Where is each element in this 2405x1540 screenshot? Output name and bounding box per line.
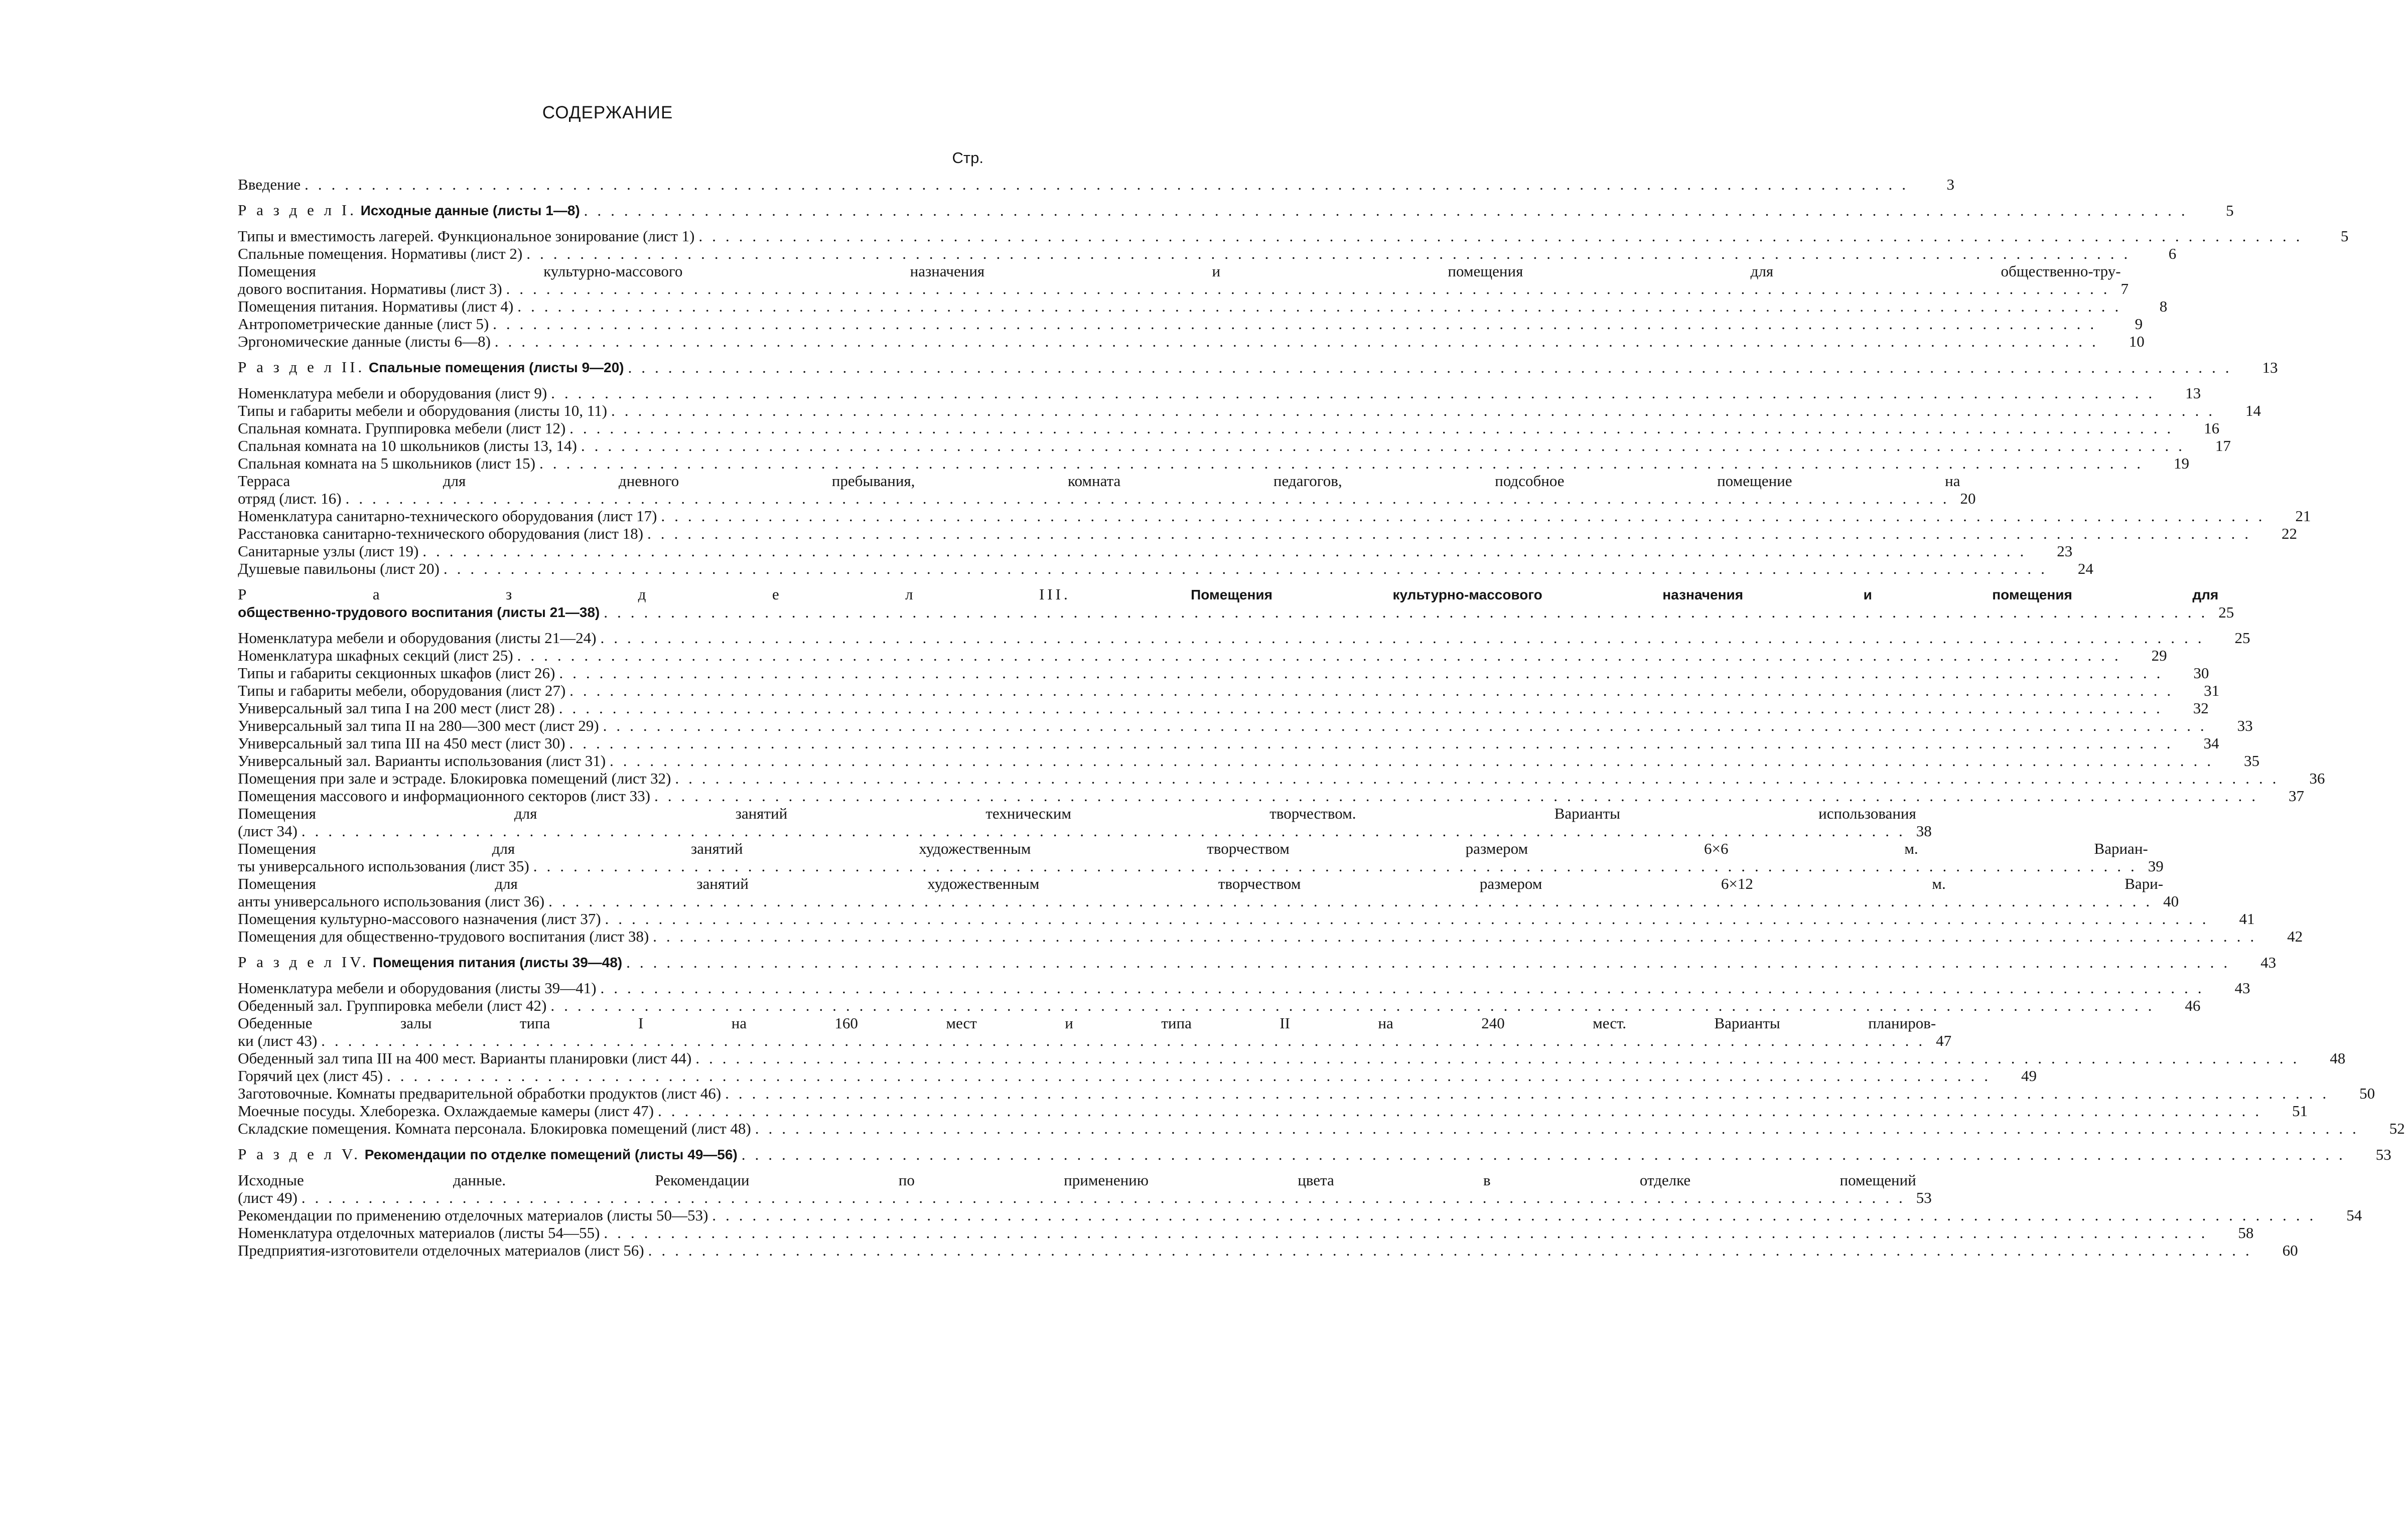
toc-entry-text: Моечные посуды. Хлеборезка. Охлаждаемые камеры (лист 47) (238, 1102, 654, 1120)
page-number: 49 (2021, 1067, 2037, 1085)
toc-entry-text: Помещения при зале и эстраде. Блокировка помещений (лист 32) (238, 769, 671, 787)
toc-entry (238, 1171, 1932, 1206)
toc-entry-text: Спальные помещения. Нормативы (лист 2) (238, 245, 523, 262)
toc-entry (238, 717, 2253, 734)
toc-entry-line: Помещения для занятий техническим творчеством. Варианты использования (238, 805, 1916, 822)
toc-entry-text: Универсальный зал типа III на 450 мест (лист 30) (238, 734, 565, 752)
toc-entry (238, 525, 2297, 542)
toc-entry (238, 699, 2209, 717)
page-number: 40 (2163, 892, 2179, 910)
toc-entry-line (238, 603, 2218, 621)
section-title: Исходные данные (листы 1—8) (360, 203, 580, 218)
section-title-line: Помещения культурно-массового назначения и помещения для (1191, 587, 2219, 602)
leader-dots: ........................................................................................................................ (755, 1120, 2366, 1137)
toc-entry (238, 402, 2261, 419)
section-label: Р а з д е л V. (238, 1145, 361, 1163)
toc-entry-text: Предприятия-изготовители отделочных материалов (лист 56) (238, 1242, 644, 1259)
page-number: 22 (2281, 525, 2297, 542)
toc-entry-text: Помещения для общественно-трудового воспитания (лист 38) (238, 928, 649, 945)
leader-dots: ........................................................................................................................ (517, 297, 2129, 315)
toc-entry (238, 910, 2255, 928)
toc-entry-continuation: отряд (лист. 16) (238, 490, 342, 507)
page-number: 53 (2375, 1146, 2391, 1163)
toc-entry-continuation: дового воспитания. Нормативы (лист 3) (238, 280, 502, 297)
leader-dots: ........................................................................................................................ (559, 664, 2170, 682)
toc-entry (238, 315, 2143, 333)
toc-entry-text (238, 840, 2148, 875)
toc-entry (238, 507, 2311, 525)
leader-dots: ........................................................................................................................ (600, 979, 2211, 997)
toc-entry-text (238, 1171, 1916, 1206)
toc-entry-text (238, 875, 2163, 910)
page-number: 47 (1936, 1032, 1952, 1049)
page-number: 6 (2168, 245, 2177, 262)
toc-entry-line (238, 280, 2121, 297)
leader-dots: ........................................................................................................................ (654, 787, 2265, 805)
toc-entry-text: Универсальный зал типа II на 280—300 мест (лист 29) (238, 717, 599, 734)
toc-entry-line (238, 585, 2218, 603)
page-number: 8 (2159, 297, 2168, 315)
page-number: 32 (2193, 699, 2209, 717)
toc-entry-continuation: общественно-трудового воспитания (листы 21—38) (238, 604, 600, 620)
leader-dots: ........................................................................................................................ (658, 1102, 2269, 1120)
table-of-contents (238, 176, 2405, 1259)
toc-entry (238, 262, 2129, 297)
leader-dots: ........................................................................................................................ (626, 954, 2237, 971)
page-number: 17 (2215, 437, 2231, 454)
toc-entry-text: Спальная комната на 10 школьников (листы 13, 14) (238, 437, 577, 454)
toc-entry-text (238, 472, 1960, 507)
page-number: 16 (2204, 419, 2220, 437)
leader-dots: ........................................................................................................................ (725, 1085, 2336, 1102)
page-number: 5 (2226, 202, 2234, 219)
toc-entry (238, 1120, 2405, 1137)
page-number: 30 (2193, 664, 2209, 682)
page-number: 7 (2120, 280, 2129, 297)
toc-entry-line (238, 490, 1960, 507)
page-number: 53 (1916, 1189, 1932, 1206)
page-number: 46 (2185, 997, 2201, 1014)
toc-entry-text: Номенклатура отделочных материалов (листы 54—55) (238, 1224, 600, 1242)
toc-entry-text: Эргономические данные (листы 6—8) (238, 333, 491, 350)
toc-entry (238, 227, 2349, 245)
toc-section-entry (238, 358, 2278, 376)
toc-entry (238, 1242, 2298, 1259)
leader-dots: ........................................................................................................................ (604, 603, 2215, 621)
page-title: СОДЕРЖАНИЕ (542, 103, 673, 122)
leader-dots: ........................................................................................................................ (584, 202, 2195, 219)
section-title: Спальные помещения (листы 9—20) (368, 360, 624, 375)
page-number: 24 (2077, 560, 2093, 577)
toc-entry (238, 629, 2250, 647)
toc-entry-text: Спальная комната. Группировка мебели (лист 12) (238, 419, 566, 437)
toc-entry-line (238, 822, 1916, 840)
toc-entry (238, 542, 2073, 560)
leader-dots: ........................................................................................................................ (539, 454, 2150, 472)
toc-entry-text (238, 1014, 1936, 1049)
page-number: 25 (2234, 629, 2250, 647)
leader-dots: ........................................................................................................................ (647, 525, 2258, 542)
toc-entry-line: Исходные данные. Рекомендации по применению цвета в отделке помещений (238, 1171, 1916, 1189)
toc-entry (238, 875, 2179, 910)
toc-entry-text: Спальная комната на 5 школьников (лист 15) (238, 454, 535, 472)
toc-entry (238, 333, 2145, 350)
section-label: Р а з д е л II. (238, 358, 365, 376)
toc-entry-text: Универсальный зал. Варианты использования (лист 31) (238, 752, 606, 769)
page-number: 50 (2359, 1085, 2375, 1102)
leader-dots: ........................................................................................................................ (386, 1067, 1998, 1085)
toc-entry-text: Помещения массового и информационного секторов (лист 33) (238, 787, 650, 805)
page-number: 41 (2239, 910, 2255, 928)
page-number: 14 (2245, 402, 2261, 419)
toc-entry-line (238, 1189, 1916, 1206)
toc-entry-text: Типы и габариты мебели и оборудования (листы 10, 11) (238, 402, 607, 419)
toc-entry-line: Терраса для дневного пребывания, комната педагогов, подсобное помещение на (238, 472, 1960, 490)
toc-entry-text: Универсальный зал типа I на 200 мест (лист 28) (238, 699, 555, 717)
toc-entry (238, 787, 2304, 805)
leader-dots: ........................................................................................................................ (581, 437, 2192, 454)
toc-entry-text: Складские помещения. Комната персонала. Блокировка помещений (лист 48) (238, 1120, 751, 1137)
toc-entry-text (238, 262, 2121, 297)
toc-section-entry (238, 585, 2234, 621)
page-number: 43 (2234, 979, 2250, 997)
toc-section-entry (238, 953, 2277, 971)
leader-dots: ........................................................................................................................ (550, 997, 2162, 1014)
toc-entry (238, 979, 2250, 997)
toc-section-entry (238, 1145, 2391, 1163)
leader-dots: ........................................................................................................................ (569, 734, 2180, 752)
leader-dots: ........................................................................................................................ (517, 647, 2128, 664)
page-number: 33 (2237, 717, 2253, 734)
page-number: 48 (2330, 1049, 2346, 1067)
leader-dots: ........................................................................................................................ (698, 227, 2310, 245)
toc-entry-text: Душевые павильоны (лист 20) (238, 560, 440, 577)
toc-entry-line: Помещения культурно-массового назначения и помещения для общественно-тру- (238, 262, 2121, 280)
leader-dots: ........................................................................................................................ (648, 1242, 2259, 1259)
toc-entry (238, 1067, 2037, 1085)
toc-entry (238, 682, 2220, 699)
page-number: 25 (2218, 603, 2234, 621)
toc-entry-text: Номенклатура санитарно-технического оборудования (лист 17) (238, 507, 657, 525)
leader-dots: ........................................................................................................................ (558, 699, 2170, 717)
page-number: 20 (1960, 490, 1976, 507)
toc-entry-text: Типы и вместимость лагерей. Функциональное зонирование (лист 1) (238, 227, 695, 245)
toc-entry (238, 647, 2167, 664)
toc-entry (238, 1206, 2362, 1224)
toc-entry (238, 454, 2189, 472)
page-number: 19 (2173, 454, 2189, 472)
leader-dots: ........................................................................................................................ (548, 892, 2160, 910)
toc-entry (238, 245, 2177, 262)
toc-entry-text: Антропометрические данные (лист 5) (238, 315, 489, 333)
page-number: 37 (2288, 787, 2304, 805)
page-number: 38 (1916, 822, 1932, 840)
toc-entry (238, 997, 2201, 1014)
toc-entry (238, 752, 2260, 769)
toc-entry (238, 560, 2093, 577)
toc-entry (238, 805, 1932, 840)
page-number: 39 (2148, 857, 2164, 875)
leader-dots: ........................................................................................................................ (675, 769, 2286, 787)
page-number: 60 (2282, 1242, 2298, 1259)
toc-entry (238, 1224, 2254, 1242)
leader-dots: ........................................................................................................................ (661, 507, 2272, 525)
toc-entry-text: Горячий цех (лист 45) (238, 1067, 383, 1085)
toc-entry-text (238, 953, 622, 971)
page-number: 42 (2287, 928, 2303, 945)
page-number: 10 (2129, 333, 2145, 350)
toc-entry-text: Введение (238, 176, 301, 193)
leader-dots: ........................................................................................................................ (551, 384, 2162, 402)
leader-dots: ........................................................................................................................ (603, 717, 2214, 734)
toc-entry (238, 928, 2303, 945)
toc-entry-text (238, 358, 624, 376)
toc-entry-text (238, 201, 580, 219)
page-number: 13 (2262, 359, 2278, 376)
leader-dots: ........................................................................................................................ (628, 359, 2239, 376)
toc-entry-continuation: анты универсального использования (лист 36) (238, 892, 545, 910)
toc-entry-text: Заготовочные. Комнаты предварительной обработки продуктов (лист 46) (238, 1085, 722, 1102)
page-number: 23 (2057, 542, 2073, 560)
page-number: 21 (2295, 507, 2311, 525)
toc-entry-text: Санитарные узлы (лист 19) (238, 542, 419, 560)
toc-entry-text (238, 585, 2218, 621)
toc-entry-text: Номенклатура шкафных секций (лист 25) (238, 647, 513, 664)
toc-entry-text: Обеденный зал. Группировка мебели (лист 42) (238, 997, 547, 1014)
toc-entry-line (238, 892, 2163, 910)
leader-dots: ........................................................................................................................ (653, 928, 2264, 945)
leader-dots: ........................................................................................................................ (422, 542, 2034, 560)
leader-dots: ........................................................................................................................ (301, 822, 1912, 840)
toc-entry (238, 176, 1954, 193)
leader-dots: ........................................................................................................................ (526, 245, 2138, 262)
toc-entry-line (238, 1032, 1936, 1049)
toc-entry-text: Номенклатура мебели и оборудования (листы 21—24) (238, 629, 597, 647)
toc-entry-text: Типы и габариты секционных шкафов (лист 26) (238, 664, 555, 682)
toc-entry (238, 419, 2220, 437)
page-number: 9 (2135, 315, 2143, 333)
leader-dots: ........................................................................................................................ (533, 857, 2144, 875)
toc-entry (238, 1085, 2375, 1102)
toc-entry-text: Рекомендации по применению отделочных материалов (листы 50—53) (238, 1206, 709, 1224)
leader-dots: ........................................................................................................................ (611, 402, 2222, 419)
leader-dots: ........................................................................................................................ (695, 1049, 2307, 1067)
page-number: 34 (2203, 734, 2219, 752)
page-number: 54 (2346, 1206, 2362, 1224)
section-title: Рекомендации по отделке помещений (листы 49—56) (364, 1147, 738, 1162)
toc-entry-text: Помещения культурно-массового назначения (лист 37) (238, 910, 601, 928)
toc-entry (238, 1102, 2308, 1120)
toc-entry-continuation: (лист 49) (238, 1189, 298, 1206)
leader-dots: ........................................................................................................................ (610, 752, 2221, 769)
toc-entry-text: Типы и габариты мебели, оборудования (лист 27) (238, 682, 566, 699)
toc-entry-continuation: ты универсального использования (лист 35) (238, 857, 529, 875)
toc-entry (238, 472, 1976, 507)
toc-section-entry (238, 201, 2234, 219)
leader-dots: ........................................................................................................................ (605, 910, 2216, 928)
toc-entry (238, 664, 2209, 682)
leader-dots: ........................................................................................................................ (570, 682, 2181, 699)
page-column-header: Стр. (952, 149, 983, 167)
page-number: 51 (2292, 1102, 2308, 1120)
page-number: 29 (2151, 647, 2167, 664)
toc-entry-text (238, 1145, 738, 1163)
leader-dots: ........................................................................................................................ (506, 280, 2117, 297)
toc-entry-text: Расстановка санитарно-технического оборудования (лист 18) (238, 525, 643, 542)
section-label: Р а з д е л III. (238, 585, 1071, 603)
page-number: 3 (1946, 176, 1954, 193)
toc-entry-line: Помещения для занятий художественным творчеством размером 6×6 м. Вариан- (238, 840, 2148, 857)
page-number: 36 (2309, 769, 2325, 787)
page-number: 5 (2340, 227, 2349, 245)
leader-dots: ........................................................................................................................ (712, 1206, 2323, 1224)
leader-dots: ........................................................................................................................ (301, 1189, 1912, 1206)
toc-entry-text: Номенклатура мебели и оборудования (лист 9) (238, 384, 547, 402)
toc-entry-line: Обеденные залы типа I на 160 мест и типа II на 240 мест. Варианты планиров- (238, 1014, 1936, 1032)
toc-entry (238, 384, 2201, 402)
page-number: 13 (2185, 384, 2201, 402)
page-number: 52 (2389, 1120, 2405, 1137)
leader-dots: ........................................................................................................................ (345, 490, 1956, 507)
toc-entry (238, 1014, 1952, 1049)
toc-entry-text: Обеденный зал типа III на 400 мест. Варианты планировки (лист 44) (238, 1049, 692, 1067)
section-title: Помещения питания (листы 39—48) (372, 955, 623, 970)
page-number: 43 (2260, 954, 2277, 971)
leader-dots: ........................................................................................................................ (321, 1032, 1932, 1049)
toc-entry (238, 840, 2164, 875)
leader-dots: ........................................................................................................................ (443, 560, 2054, 577)
leader-dots: ........................................................................................................................ (494, 333, 2105, 350)
page-number: 31 (2204, 682, 2220, 699)
page-number: 35 (2244, 752, 2260, 769)
section-label: Р а з д е л I. (238, 201, 357, 219)
leader-dots: ........................................................................................................................ (570, 419, 2181, 437)
leader-dots: ........................................................................................................................ (604, 1224, 2215, 1242)
leader-dots: ........................................................................................................................ (600, 629, 2211, 647)
toc-entry (238, 734, 2219, 752)
toc-entry-text: Помещения питания. Нормативы (лист 4) (238, 297, 514, 315)
leader-dots: ........................................................................................................................ (493, 315, 2104, 333)
toc-entry-continuation: ки (лист 43) (238, 1032, 318, 1049)
leader-dots: ........................................................................................................................ (741, 1146, 2352, 1163)
leader-dots: ........................................................................................................................ (304, 176, 1915, 193)
toc-entry-text: Номенклатура мебели и оборудования (листы 39—41) (238, 979, 597, 997)
toc-entry (238, 769, 2325, 787)
toc-entry-continuation: (лист 34) (238, 822, 298, 840)
page-number: 58 (2238, 1224, 2254, 1242)
toc-entry (238, 437, 2231, 454)
toc-entry (238, 1049, 2346, 1067)
toc-entry (238, 297, 2168, 315)
toc-entry-line (238, 857, 2148, 875)
toc-entry-text (238, 805, 1916, 840)
toc-entry-line: Помещения для занятий художественным творчеством размером 6×12 м. Вари- (238, 875, 2164, 892)
section-label: Р а з д е л IV. (238, 953, 369, 971)
